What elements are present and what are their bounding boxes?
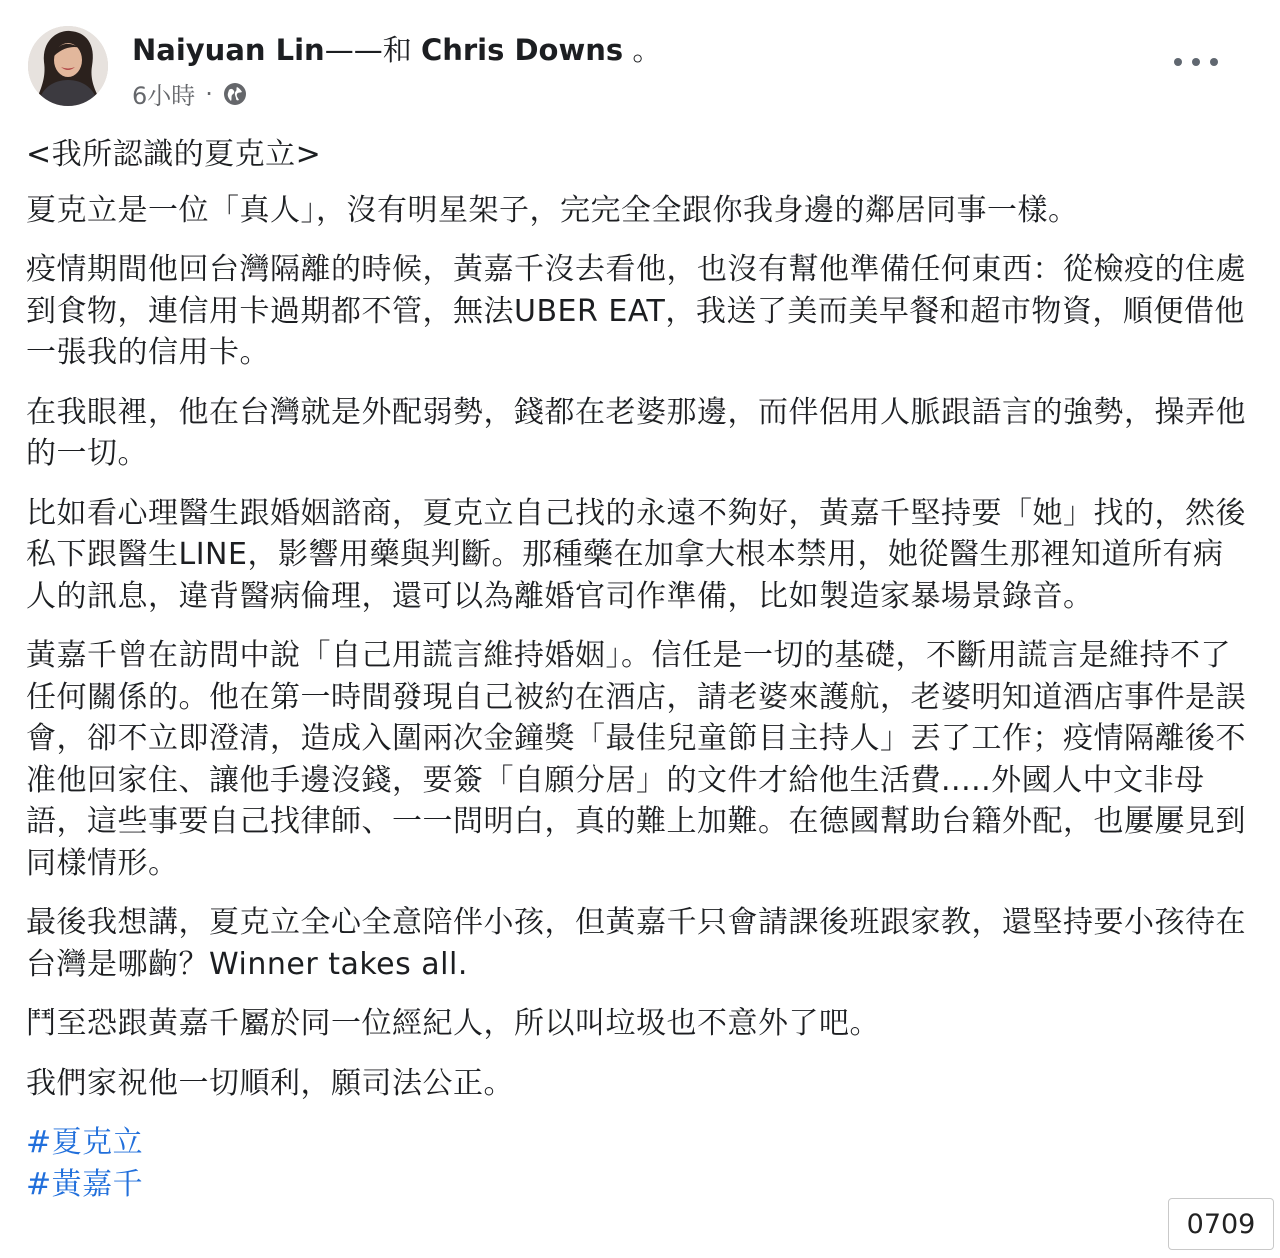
more-options-icon-dot [1192, 58, 1200, 66]
more-options-icon-dot [1210, 58, 1218, 66]
post-body [26, 134, 1252, 1205]
avatar-photo [28, 26, 108, 106]
post-timestamp[interactable]: 6小時 [132, 82, 196, 110]
post-header [28, 24, 1240, 116]
globe-icon[interactable] [223, 82, 247, 106]
post-paragraph: 比如看心理醫生跟婚姻諮商，夏克立自己找的永遠不夠好，黃嘉千堅持要「她」找的，然後私下跟醫生LINE，影響用藥與判斷。那種藥在加拿大根本禁用，她從醫生那裡知道所有病人的訊息，違背醫病倫理，還可以為離婚官司作準備，比如製造家暴場景錄音。 [26, 495, 1246, 614]
author-name[interactable]: Naiyuan Lin [132, 33, 325, 67]
hashtag-link[interactable]: #黃嘉千 [26, 1166, 144, 1202]
post-meta [132, 76, 247, 111]
author-avatar[interactable] [28, 26, 108, 106]
end-mark: 。 [623, 33, 662, 67]
post-paragraph: 疫情期間他回台灣隔離的時候，黃嘉千沒去看他，也沒有幫他準備任何東西：從檢疫的住處到食物，連信用卡過期都不管，無法UBER EAT，我送了美而美早餐和超市物資，順便借他一張我的信用卡。 [26, 252, 1246, 370]
post-paragraph: 在我眼裡，他在台灣就是外配弱勢，錢都在老婆那邊，而伴侶用人脈跟語言的強勢，操弄他的一切。 [26, 394, 1246, 471]
tagged-person-name[interactable]: Chris Downs [420, 33, 624, 67]
corner-number-badge: 0709 [1168, 1198, 1274, 1250]
hashtag-list [26, 1122, 1252, 1205]
meta-dot: · [205, 79, 213, 108]
more-options-icon-dot [1174, 58, 1182, 66]
more-options-button[interactable] [1174, 50, 1218, 74]
post-paragraph: 鬥至恐跟黃嘉千屬於同一位經紀人，所以叫垃圾也不意外了吧。 [26, 1006, 880, 1041]
post-title: <我所認識的夏克立> [26, 137, 322, 172]
hashtag-link[interactable]: #夏克立 [26, 1125, 144, 1160]
post-paragraph: 我們家祝他一切順利，願司法公正。 [26, 1065, 514, 1101]
post-paragraph: 黃嘉千曾在訪問中說「自己用謊言維持婚姻」。信任是一切的基礎，不斷用謊言是維持不了任何關係的。他在第一時間發現自己被約在酒店，請老婆來護航，老婆明知道酒店事件是誤會，卻不立即澄清，造成入圍兩次金鐘獎「最佳兒童節目主持人」丟了工作；疫情隔離後不准他回家住、讓他手邊沒錢，要簽「自願分居」的文件才給他生活費.....外國人中文非母語，這些事要自己找律師、一一問明白，真的難上加難。在德國幫助台籍外配，也屢屢見到同樣情形。 [26, 638, 1246, 881]
post-paragraph: 最後我想講，夏克立全心全意陪伴小孩，但黃嘉千只會請課後班跟家教，還堅持要小孩待在台灣是哪齣？Winner takes all. [26, 905, 1246, 982]
post-paragraph: 夏克立是一位「真人」，沒有明星架子，完完全全跟你我身邊的鄰居同事一樣。 [26, 192, 1079, 228]
author-line [132, 28, 661, 69]
with-separator: ——和 [324, 33, 421, 67]
